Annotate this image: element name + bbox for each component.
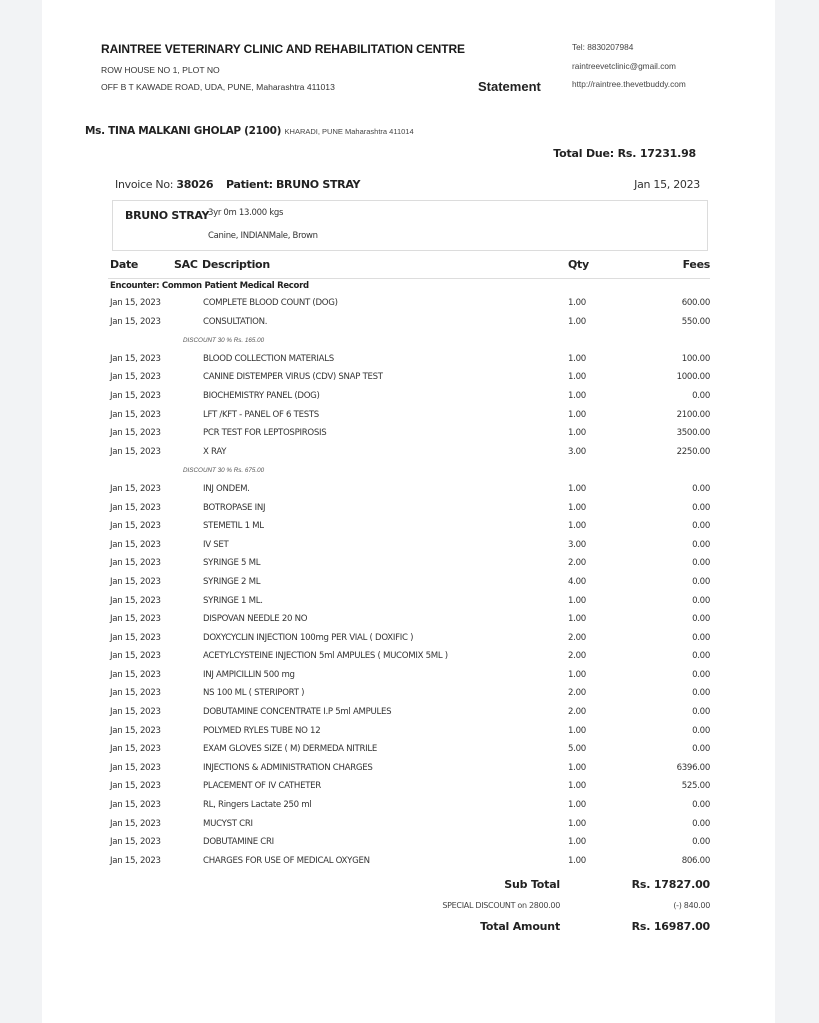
row-fees: 525.00 — [681, 781, 710, 792]
row-fees: 0.00 — [692, 632, 710, 643]
table-row — [110, 575, 710, 594]
special-discount-label: SPECIAL DISCOUNT on 2800.00 — [442, 901, 560, 910]
special-discount-row — [402, 899, 710, 920]
table-row — [110, 556, 710, 575]
row-date: Jan 15, 2023 — [110, 669, 161, 680]
row-fees: 0.00 — [692, 595, 710, 606]
total-amount-value: Rs. 16987.00 — [631, 920, 710, 933]
clinic-name: RAINTREE VETERINARY CLINIC AND REHABILITATION CENTRE — [101, 42, 465, 56]
row-fees: 0.00 — [692, 521, 710, 532]
row-qty: 1.00 — [568, 521, 586, 532]
table-row — [110, 352, 710, 371]
table-row — [110, 798, 710, 817]
clinic-address-line1: ROW HOUSE NO 1, PLOT NO — [101, 65, 220, 75]
row-description: NS 100 ML ( STERIPORT ) — [203, 688, 305, 699]
row-date: Jan 15, 2023 — [110, 855, 161, 866]
row-date: Jan 15, 2023 — [110, 837, 161, 848]
row-description: SYRINGE 5 ML — [203, 558, 261, 569]
clinic-address-line2: OFF B T KAWADE ROAD, UDA, PUNE, Maharashtra 411013 — [101, 82, 335, 92]
subtotal-value: Rs. 17827.00 — [631, 878, 710, 891]
table-row — [110, 482, 710, 501]
row-date: Jan 15, 2023 — [110, 725, 161, 736]
invoice-date: Jan 15, 2023 — [634, 178, 700, 191]
row-date: Jan 15, 2023 — [110, 762, 161, 773]
invoice-label: Invoice No: — [115, 178, 174, 191]
table-row — [110, 854, 710, 873]
row-description: DOBUTAMINE CRI — [203, 837, 274, 848]
row-date: Jan 15, 2023 — [110, 483, 161, 494]
row-qty: 2.00 — [568, 707, 586, 718]
row-date: Jan 15, 2023 — [110, 428, 161, 439]
patient-species-details: Canine, INDIANMale, Brown — [208, 231, 318, 241]
special-discount-value: (-) 840.00 — [673, 901, 710, 910]
table-row — [110, 519, 710, 538]
row-description: DOXYCYCLIN INJECTION 100mg PER VIAL ( DOXIFIC ) — [203, 632, 414, 643]
table-row — [110, 538, 710, 557]
patient-details-box — [112, 200, 708, 251]
row-description: BLOOD COLLECTION MATERIALS — [203, 353, 334, 364]
row-qty: 1.00 — [568, 390, 586, 401]
statement-page — [42, 0, 775, 1023]
document-title: Statement — [478, 79, 541, 94]
row-fees: 0.00 — [692, 669, 710, 680]
row-description: BOTROPASE INJ — [203, 502, 266, 513]
row-description: POLYMED RYLES TUBE NO 12 — [203, 725, 321, 736]
table-row — [110, 370, 710, 389]
header-description: Description — [202, 258, 270, 271]
row-date: Jan 15, 2023 — [110, 651, 161, 662]
row-fees: 0.00 — [692, 800, 710, 811]
row-description: EXAM GLOVES SIZE ( M) DERMEDA NITRILE — [203, 744, 377, 755]
subtotal-row — [402, 878, 710, 899]
row-description: DOBUTAMINE CONCENTRATE I.P 5ml AMPULES — [203, 707, 392, 718]
table-row — [110, 649, 710, 668]
row-qty: 1.00 — [568, 800, 586, 811]
row-date: Jan 15, 2023 — [110, 558, 161, 569]
row-fees: 0.00 — [692, 725, 710, 736]
row-description: INJECTIONS & ADMINISTRATION CHARGES — [203, 762, 373, 773]
row-qty: 1.00 — [568, 409, 586, 420]
row-description: PCR TEST FOR LEPTOSPIROSIS — [203, 428, 327, 439]
row-fees: 600.00 — [681, 298, 710, 308]
total-due: Total Due: Rs. 17231.98 — [553, 147, 696, 160]
row-fees: 0.00 — [692, 576, 710, 587]
table-row — [110, 389, 710, 408]
summary — [402, 878, 710, 941]
row-fees: 0.00 — [692, 483, 710, 494]
row-qty: 2.00 — [568, 558, 586, 569]
row-qty: 4.00 — [568, 576, 586, 587]
row-description: STEMETIL 1 ML — [203, 521, 264, 532]
row-fees: 0.00 — [692, 539, 710, 550]
table-row — [110, 761, 710, 780]
row-date: Jan 15, 2023 — [110, 446, 161, 457]
subtotal-label: Sub Total — [504, 878, 560, 891]
table-row — [110, 408, 710, 427]
row-description: INJ ONDEM. — [203, 483, 250, 494]
row-qty: 5.00 — [568, 744, 586, 755]
row-fees: 0.00 — [692, 744, 710, 755]
table-row — [110, 668, 710, 687]
row-qty: 1.00 — [568, 353, 586, 364]
row-qty: 1.00 — [568, 595, 586, 606]
row-fees: 100.00 — [681, 353, 710, 364]
table-row — [110, 501, 710, 520]
discount-note: DISCOUNT 30 % Rs. 165.00 — [183, 337, 265, 345]
row-date: Jan 15, 2023 — [110, 502, 161, 513]
table-row — [110, 817, 710, 836]
row-qty: 1.00 — [568, 855, 586, 866]
row-date: Jan 15, 2023 — [110, 707, 161, 718]
table-row — [110, 835, 710, 854]
row-description: LFT /KFT - PANEL OF 6 TESTS — [203, 409, 319, 420]
row-fees: 550.00 — [681, 316, 710, 327]
table-row — [110, 724, 710, 743]
header-date: Date — [110, 258, 139, 271]
table-row — [110, 742, 710, 761]
row-qty: 2.00 — [568, 688, 586, 699]
discount-row — [110, 333, 710, 352]
row-fees: 0.00 — [692, 707, 710, 718]
row-date: Jan 15, 2023 — [110, 632, 161, 643]
table-row — [110, 612, 710, 631]
row-description: SYRINGE 1 ML. — [203, 595, 263, 606]
row-description: BIOCHEMISTRY PANEL (DOG) — [203, 390, 320, 401]
row-qty: 1.00 — [568, 781, 586, 792]
client-info — [85, 125, 414, 137]
row-description: CANINE DISTEMPER VIRUS (CDV) SNAP TEST — [203, 372, 383, 383]
row-qty: 1.00 — [568, 483, 586, 494]
discount-row — [110, 463, 710, 482]
row-description: COMPLETE BLOOD COUNT (DOG) — [203, 298, 338, 308]
row-fees: 6396.00 — [676, 762, 710, 773]
row-qty: 1.00 — [568, 669, 586, 680]
row-date: Jan 15, 2023 — [110, 353, 161, 364]
table-row — [110, 445, 710, 464]
row-qty: 1.00 — [568, 725, 586, 736]
row-qty: 1.00 — [568, 818, 586, 829]
row-date: Jan 15, 2023 — [110, 595, 161, 606]
row-fees: 0.00 — [692, 837, 710, 848]
table-row — [110, 686, 710, 705]
row-fees: 0.00 — [692, 651, 710, 662]
row-date: Jan 15, 2023 — [110, 781, 161, 792]
row-date: Jan 15, 2023 — [110, 390, 161, 401]
header-sac: SAC — [174, 258, 198, 271]
row-date: Jan 15, 2023 — [110, 818, 161, 829]
patient-name: BRUNO STRAY — [125, 209, 210, 222]
header-qty: Qty — [568, 258, 589, 271]
row-fees: 1000.00 — [676, 372, 710, 383]
line-items — [110, 296, 710, 872]
row-date: Jan 15, 2023 — [110, 576, 161, 587]
table-row — [110, 779, 710, 798]
row-description: SYRINGE 2 ML — [203, 576, 261, 587]
row-qty: 3.00 — [568, 539, 586, 550]
row-fees: 3500.00 — [676, 428, 710, 439]
row-date: Jan 15, 2023 — [110, 298, 161, 308]
table-row — [110, 631, 710, 650]
table-row — [110, 705, 710, 724]
clinic-website[interactable]: http://raintree.thevetbuddy.com — [572, 79, 686, 89]
row-date: Jan 15, 2023 — [110, 688, 161, 699]
discount-note: DISCOUNT 30 % Rs. 675.00 — [183, 467, 265, 475]
row-fees: 0.00 — [692, 688, 710, 699]
row-qty: 1.00 — [568, 837, 586, 848]
row-description: RL, Ringers Lactate 250 ml — [203, 800, 312, 811]
row-date: Jan 15, 2023 — [110, 372, 161, 383]
invoice-number: 38026 — [176, 178, 214, 191]
row-date: Jan 15, 2023 — [110, 316, 161, 327]
row-fees: 2100.00 — [676, 409, 710, 420]
row-description: PLACEMENT OF IV CATHETER — [203, 781, 321, 792]
row-qty: 1.00 — [568, 428, 586, 439]
row-description: X RAY — [203, 446, 227, 457]
row-description: ACETYLCYSTEINE INJECTION 5ml AMPULES ( MUCOMIX 5ML ) — [203, 651, 448, 662]
client-name: Ms. TINA MALKANI GHOLAP (2100) — [85, 125, 282, 137]
row-qty: 1.00 — [568, 502, 586, 513]
row-date: Jan 15, 2023 — [110, 800, 161, 811]
row-fees: 806.00 — [681, 855, 710, 866]
header-fees: Fees — [682, 258, 710, 271]
row-description: CHARGES FOR USE OF MEDICAL OXYGEN — [203, 855, 370, 866]
row-date: Jan 15, 2023 — [110, 539, 161, 550]
row-qty: 3.00 — [568, 446, 586, 457]
encounter-label: Encounter: Common Patient Medical Record — [110, 281, 309, 291]
row-date: Jan 15, 2023 — [110, 614, 161, 625]
row-qty: 1.00 — [568, 372, 586, 383]
table-row — [110, 315, 710, 334]
row-fees: 2250.00 — [676, 446, 710, 457]
client-address: KHARADI, PUNE Maharashtra 411014 — [284, 127, 414, 136]
row-qty: 1.00 — [568, 298, 586, 308]
row-description: CONSULTATION. — [203, 316, 268, 327]
patient-label: Patient: — [225, 178, 273, 191]
patient-age-weight: 3yr 0m 13.000 kgs — [208, 208, 284, 218]
invoice-patient-name: BRUNO STRAY — [275, 178, 361, 191]
row-fees: 0.00 — [692, 390, 710, 401]
row-fees: 0.00 — [692, 502, 710, 513]
row-qty: 2.00 — [568, 632, 586, 643]
row-fees: 0.00 — [692, 818, 710, 829]
table-row — [110, 296, 710, 315]
row-description: DISPOVAN NEEDLE 20 NO — [203, 614, 308, 625]
row-qty: 1.00 — [568, 316, 586, 327]
clinic-email[interactable]: raintreevetclinic@gmail.com — [572, 61, 676, 71]
invoice-info — [115, 178, 360, 191]
row-date: Jan 15, 2023 — [110, 744, 161, 755]
row-description: IV SET — [203, 539, 229, 550]
total-amount-row — [402, 920, 710, 941]
row-date: Jan 15, 2023 — [110, 521, 161, 532]
row-fees: 0.00 — [692, 558, 710, 569]
row-qty: 1.00 — [568, 614, 586, 625]
row-qty: 1.00 — [568, 762, 586, 773]
table-header — [108, 256, 710, 279]
row-fees: 0.00 — [692, 614, 710, 625]
row-description: MUCYST CRI — [203, 818, 253, 829]
clinic-phone: Tel: 8830207984 — [572, 42, 634, 52]
row-date: Jan 15, 2023 — [110, 409, 161, 420]
total-amount-label: Total Amount — [480, 920, 560, 933]
table-row — [110, 594, 710, 613]
row-description: INJ AMPICILLIN 500 mg — [203, 669, 295, 680]
row-qty: 2.00 — [568, 651, 586, 662]
table-row — [110, 426, 710, 445]
